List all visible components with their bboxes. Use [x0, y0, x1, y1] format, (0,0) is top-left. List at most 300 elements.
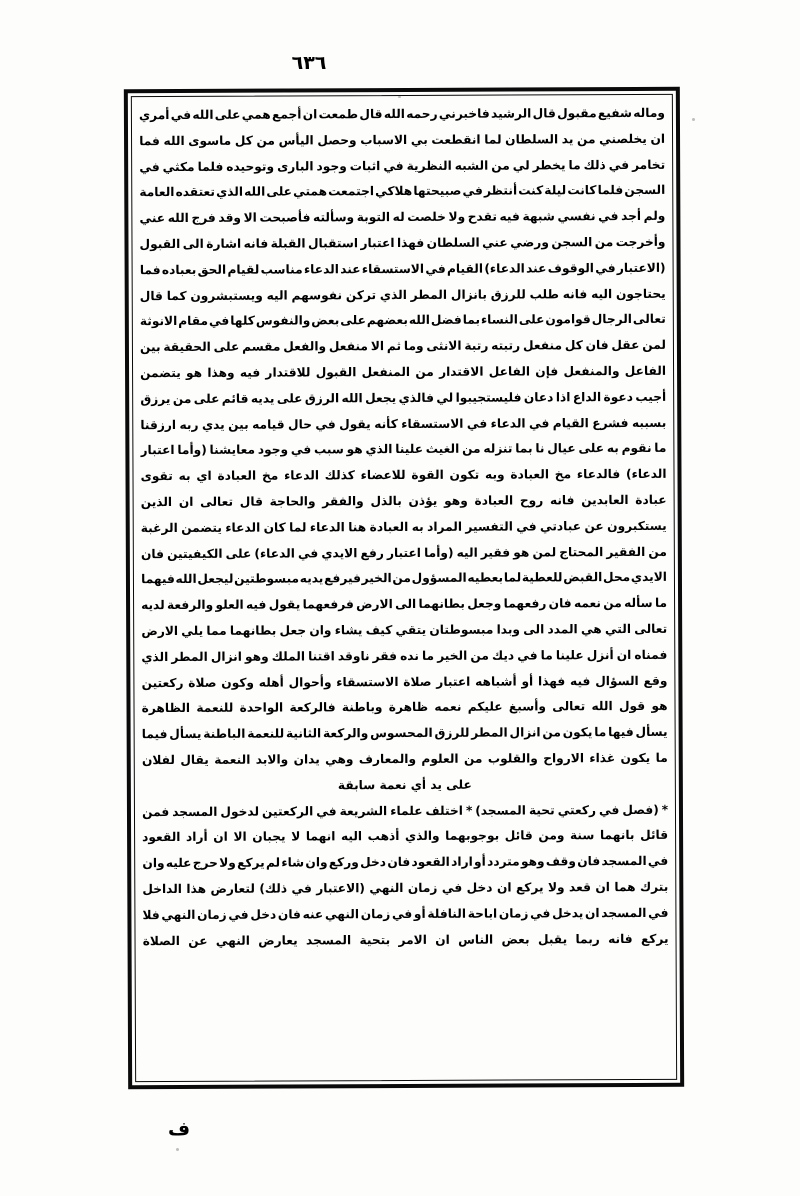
text-word: قعد	[568, 880, 591, 895]
text-line	[140, 307, 666, 335]
text-line: على يد أي نعمة سابقة	[337, 777, 472, 793]
text-word: المحسوس	[370, 726, 433, 741]
text-word: يديه	[299, 571, 324, 586]
text-word: المراد	[427, 519, 463, 534]
text-word: المسؤول	[411, 571, 467, 586]
text-word: الله	[244, 184, 266, 200]
text-word: الاستسقاء	[361, 261, 425, 276]
text-word: اعتبار	[360, 236, 395, 251]
text-word: شبهة	[522, 209, 555, 224]
text-word: فيما	[141, 727, 168, 742]
text-word: في	[290, 442, 312, 457]
text-word: للاعضاء	[360, 468, 406, 483]
text-word: الشبه	[454, 158, 489, 173]
text-word: بما	[515, 441, 533, 456]
text-word: خلصت	[407, 210, 446, 225]
text-word: فأصبحت	[259, 210, 311, 225]
text-word: (الاعتبار	[316, 881, 365, 896]
text-word: يكون	[620, 750, 651, 765]
text-word: أو	[521, 673, 534, 689]
text-word: نا	[535, 441, 545, 456]
text-word: بسببه	[631, 415, 667, 430]
text-word: وركع	[328, 855, 359, 870]
text-word: ربما	[575, 931, 600, 946]
text-word: في	[297, 545, 319, 561]
text-word: ليجعل	[197, 572, 234, 587]
text-word: البارى	[277, 158, 314, 174]
text-word: في	[530, 906, 551, 921]
text-word: صلاة	[188, 675, 217, 690]
text-word: ربه	[179, 417, 199, 432]
text-word: ان	[584, 905, 600, 920]
text-word: ان	[213, 830, 228, 845]
text-word: الانوثة	[139, 314, 178, 329]
text-word: قائل	[640, 828, 669, 843]
text-word: كل	[234, 133, 253, 148]
text-word: ليلة	[544, 183, 567, 198]
text-word: النهي	[324, 906, 360, 922]
text-word: مكثي	[162, 159, 195, 174]
text-word: زمان	[360, 906, 391, 921]
text-word: الدعاء	[309, 520, 345, 535]
text-word: وقف	[545, 854, 576, 869]
text-word: لما	[289, 520, 307, 535]
text-word: طمعت	[318, 107, 359, 122]
text-word: الوقوف	[547, 260, 594, 276]
text-word: القوة	[411, 467, 444, 483]
text-word: القعود	[142, 830, 181, 845]
text-word: لدخول	[220, 804, 260, 819]
text-word: الايدي	[321, 545, 358, 560]
text-word: أجد	[621, 209, 642, 224]
text-line	[141, 591, 667, 619]
text-word: علينا	[395, 442, 424, 457]
text-word: من	[576, 131, 596, 147]
text-word: قال	[532, 106, 556, 121]
text-word: هو	[185, 365, 203, 380]
text-word: المسجد)	[475, 802, 526, 818]
text-word: هنا	[348, 519, 367, 534]
text-word: الدعاء)	[625, 467, 667, 482]
text-word: لديه	[141, 598, 165, 613]
text-word: أمري	[138, 108, 170, 123]
text-word: القبلة	[270, 236, 306, 251]
arabic-text-block	[132, 95, 676, 1081]
text-word: معايشنا	[209, 443, 256, 458]
text-word: فشرع	[592, 415, 629, 430]
text-word: كان	[263, 520, 286, 535]
text-word: فالدعاء	[576, 467, 621, 482]
text-word: اليأس	[278, 133, 314, 148]
text-word: الرجال	[591, 312, 632, 327]
text-line	[140, 462, 666, 490]
text-word: تركن	[345, 287, 377, 302]
text-word: العبادة	[474, 493, 514, 508]
text-word: الله	[591, 699, 613, 714]
text-word: الاسباب	[360, 132, 408, 147]
text-word: فإن	[535, 364, 559, 379]
text-word: ركعتي	[557, 802, 596, 817]
text-word: فلما	[597, 183, 624, 198]
text-word: فان	[387, 855, 411, 870]
text-word: فليستجيبوا	[455, 390, 522, 405]
text-word: في	[228, 907, 249, 922]
text-word: سأله	[624, 596, 653, 611]
text-word: السجن	[551, 235, 593, 250]
text-word: هلاكي	[375, 184, 413, 199]
text-word: الكيفيتين	[167, 546, 223, 561]
text-word: النعمة	[214, 752, 251, 767]
text-word: بطانهما	[418, 596, 465, 612]
text-word: الخير	[361, 571, 392, 586]
text-word: وقع	[643, 673, 668, 688]
text-word: الدعاء)	[254, 546, 295, 561]
text-word: وباطنة	[341, 700, 383, 715]
text-word: ولم	[643, 209, 666, 224]
text-word: همتي	[293, 184, 328, 199]
text-word: الله	[341, 390, 363, 406]
text-word: عليه	[165, 856, 192, 871]
text-word: في	[316, 803, 337, 818]
text-word: النهي	[215, 933, 250, 948]
text-word: الذي	[216, 185, 244, 200]
text-word: فالركعة	[289, 700, 336, 715]
text-word: الاستسقاء	[336, 674, 399, 689]
text-word: انزال	[210, 649, 242, 664]
text-word: الله	[383, 106, 405, 122]
text-word: يستكبرون	[607, 518, 667, 533]
text-word: يخطر	[532, 157, 566, 173]
text-word: على	[578, 441, 605, 456]
text-word: تقوى	[140, 469, 173, 484]
text-word: الله	[192, 107, 214, 122]
text-word: بانهما	[599, 828, 635, 843]
text-word: كما	[166, 288, 187, 303]
text-line	[141, 668, 667, 696]
text-word: ان	[302, 107, 318, 122]
text-word: حال	[288, 416, 313, 432]
text-word: يتضمن	[140, 365, 181, 381]
text-word: والمنفعل	[563, 364, 620, 379]
text-word: هي	[580, 622, 602, 637]
text-word: نقوم	[621, 441, 652, 456]
scan-speck	[398, 96, 401, 98]
text-word: بعضهم	[366, 313, 408, 328]
text-word: هذا	[186, 881, 207, 896]
text-line	[140, 385, 666, 413]
text-word: على	[518, 312, 545, 327]
text-word: فان	[140, 546, 164, 561]
text-word: تعالى	[632, 312, 666, 327]
text-word: اعتبار	[436, 674, 471, 689]
text-word: الباطنة	[203, 726, 246, 742]
text-word: في	[598, 209, 619, 224]
text-word: فيه	[499, 209, 520, 224]
text-word: زمان	[498, 906, 529, 921]
text-word: عني	[139, 211, 166, 226]
text-word: فانه	[243, 236, 269, 251]
text-word: بعض	[501, 931, 530, 947]
text-word: الدعاء)	[484, 261, 525, 276]
text-word: رحمه	[406, 106, 438, 121]
text-line	[141, 565, 667, 593]
text-word: الخير	[437, 648, 468, 663]
text-word: قال	[359, 107, 383, 122]
text-word: يدان	[293, 752, 320, 767]
text-word: القيام	[552, 415, 589, 430]
text-word: المسجد	[172, 804, 218, 819]
text-word: الدعاء	[490, 416, 526, 431]
text-word: الذي	[379, 287, 407, 302]
text-word: بعض	[311, 313, 340, 328]
text-line	[142, 823, 668, 851]
text-word: هما	[614, 879, 636, 894]
text-word: المسجد	[305, 932, 352, 947]
text-word: لي	[512, 158, 530, 173]
text-word: الا	[233, 830, 247, 845]
text-word: اراد	[451, 854, 473, 869]
text-frame-border	[124, 87, 684, 1089]
text-word: مخ	[554, 467, 572, 482]
text-word: لي	[436, 390, 454, 405]
text-word: فانه	[608, 931, 633, 946]
text-word: في	[315, 416, 336, 431]
text-word: على	[225, 546, 252, 561]
text-line	[142, 901, 668, 929]
text-word: التوبة	[356, 210, 391, 225]
text-word: رتبة	[464, 338, 489, 353]
text-word: وسألته	[313, 210, 355, 225]
text-word: على	[340, 313, 366, 328]
text-word: في	[598, 802, 620, 817]
text-word: كيف	[365, 622, 393, 638]
text-word: الشريعة	[339, 803, 388, 818]
text-word: الفقير	[606, 544, 646, 559]
text-word: استقبال	[307, 236, 359, 251]
text-word: من	[392, 571, 411, 586]
text-word: والقلوب	[487, 751, 538, 766]
text-word: هو	[513, 544, 530, 560]
text-word: فيرفع	[324, 571, 361, 586]
text-word: بالذل	[370, 493, 402, 509]
text-word: نفسي	[557, 209, 596, 224]
text-line	[141, 514, 667, 542]
text-word: والحاجة	[269, 494, 316, 509]
text-word: الصلاة	[142, 933, 180, 948]
text-word: وهو	[520, 854, 545, 869]
text-word: الدعاء	[284, 468, 320, 483]
text-word: نعمه	[434, 700, 462, 715]
text-word: ناوقد	[337, 648, 370, 664]
text-word: صلاة	[403, 674, 432, 689]
text-word: تنزله	[483, 441, 513, 457]
text-word: علماء	[390, 803, 423, 818]
text-word: ولا	[219, 855, 236, 870]
text-word: مخ	[261, 468, 279, 483]
text-word: يركع	[237, 855, 265, 870]
text-line	[140, 436, 666, 464]
text-word: وهو	[244, 649, 269, 664]
text-word: روح	[519, 493, 544, 508]
text-word: تعالى	[200, 494, 234, 509]
text-word: على	[276, 391, 303, 406]
text-word: قال	[139, 288, 163, 303]
text-word: يديه	[250, 391, 275, 406]
text-word: يقول	[339, 416, 371, 431]
text-word: النظرية	[406, 158, 452, 173]
text-word: شفيع	[597, 106, 632, 121]
text-word: ارزقنا	[140, 417, 177, 432]
text-word: الحقيقة	[163, 340, 211, 355]
text-word: نعمه	[573, 596, 601, 611]
text-word: زمان	[407, 880, 438, 895]
text-word: السلطان	[505, 132, 559, 147]
text-word: الذي	[141, 649, 169, 664]
text-word: العبادة	[510, 467, 550, 482]
text-word: كنت	[518, 183, 544, 198]
text-word: مبسوطتان	[429, 622, 494, 637]
text-word: يجبان	[252, 829, 286, 844]
text-word: فانه	[562, 286, 588, 301]
text-word: المدد	[547, 622, 578, 637]
text-word: عقل	[611, 338, 640, 353]
text-word: فما	[139, 262, 161, 277]
text-word: عيال	[547, 441, 576, 456]
text-word: في	[466, 416, 488, 431]
text-word: اعتبار	[140, 443, 175, 458]
text-word: ظاهرة	[388, 700, 429, 715]
text-word: وقد	[218, 210, 242, 225]
text-word: السجن	[624, 183, 666, 198]
text-word: ما	[421, 648, 435, 663]
text-word: وتوحيده	[226, 159, 275, 174]
text-word: فيه	[239, 365, 261, 380]
text-word: والنفوس	[255, 313, 311, 329]
text-word: الاقتدار	[439, 364, 484, 379]
text-word: بانزال	[450, 287, 487, 302]
text-word: اشارة	[206, 236, 242, 251]
text-word: يكون	[562, 725, 593, 740]
text-word: نفوسهم	[291, 287, 343, 303]
text-word: من	[415, 364, 434, 379]
text-word: عني	[482, 235, 508, 250]
scan-speck	[176, 1148, 179, 1151]
text-word: في	[648, 905, 669, 920]
text-word: بطانهما	[229, 623, 277, 638]
text-word: ان	[616, 647, 632, 662]
text-word: الدعاء	[303, 262, 339, 277]
page-number-value: ٦٣٦	[291, 52, 327, 74]
text-word: وجود	[316, 158, 347, 173]
text-word: الارواح	[543, 751, 585, 766]
text-word: ما	[568, 157, 581, 172]
text-word: انقطعت	[431, 132, 481, 147]
text-word: في	[425, 261, 446, 276]
text-word: أو	[473, 854, 486, 869]
text-word: الاستسقاء	[401, 416, 464, 431]
text-word: في	[391, 906, 413, 921]
text-word: قوامون	[545, 312, 591, 327]
text-word: ويستبشرون	[190, 288, 263, 303]
text-word: في	[383, 158, 404, 173]
text-word: والابد	[255, 752, 289, 767]
text-word: أجيب	[635, 389, 667, 404]
text-word: فيها	[608, 725, 634, 740]
text-word: من	[463, 751, 483, 766]
text-line	[140, 256, 666, 284]
text-line	[139, 178, 665, 206]
text-line	[142, 746, 668, 774]
text-word: اليه	[456, 545, 478, 560]
text-word: من	[256, 133, 275, 148]
text-word: بعباده	[161, 262, 197, 277]
text-word: أذهب	[367, 829, 400, 844]
text-word: من	[491, 158, 510, 173]
text-word: للنعمة	[196, 701, 234, 716]
text-word: فرفعهما	[302, 597, 354, 612]
text-word: لمن	[642, 338, 666, 353]
text-word: في	[516, 519, 537, 534]
text-word: لما	[484, 132, 502, 147]
text-word: الرزق	[304, 391, 340, 406]
text-word: عنه	[302, 907, 324, 922]
text-word: فقير	[480, 545, 511, 560]
text-word: الظاهرة	[141, 701, 191, 716]
text-word: ما	[654, 595, 668, 611]
text-word: يركع	[640, 931, 669, 946]
text-word: يقول	[268, 597, 301, 612]
text-word: وجود	[257, 442, 289, 457]
text-line	[141, 694, 667, 722]
text-word: النافلة	[427, 906, 467, 921]
text-word: النهي	[161, 907, 196, 922]
text-word: العبادة	[369, 519, 409, 534]
text-word: قائل	[504, 828, 533, 843]
text-word: يقبل	[537, 931, 568, 946]
text-word: عبادتي	[539, 518, 582, 534]
text-word: ولا	[448, 209, 466, 224]
text-word: فضل	[430, 313, 462, 328]
text-word: اجتمعت	[328, 184, 375, 199]
text-word: العلوم	[421, 751, 459, 766]
text-word: ذلك)	[259, 881, 288, 896]
text-word: النهي	[369, 880, 404, 896]
text-word: ان	[650, 131, 666, 146]
text-word: الله	[408, 313, 431, 328]
text-word: يشاء	[334, 623, 363, 638]
text-word: متردد	[487, 854, 520, 869]
text-word: ما	[594, 725, 607, 740]
text-word: فمناه	[634, 647, 668, 662]
text-word: يحتاجون	[615, 286, 666, 301]
text-line	[139, 101, 665, 129]
text-word: اقتنا	[308, 649, 335, 664]
text-line	[142, 797, 668, 825]
text-line	[140, 359, 666, 387]
text-word: نده	[400, 648, 419, 663]
text-word: فانه	[549, 493, 575, 508]
text-word: اذا	[555, 390, 571, 405]
text-word: تخامر	[632, 157, 666, 172]
text-word: ما	[655, 750, 668, 765]
text-word: اختلف	[425, 803, 463, 818]
text-word: اليه	[340, 829, 363, 844]
text-word: في	[462, 184, 483, 199]
text-word: فان	[277, 907, 301, 922]
text-word: قيامه	[252, 417, 285, 432]
text-word: محل	[602, 570, 631, 585]
text-word: مناسب	[260, 262, 303, 277]
